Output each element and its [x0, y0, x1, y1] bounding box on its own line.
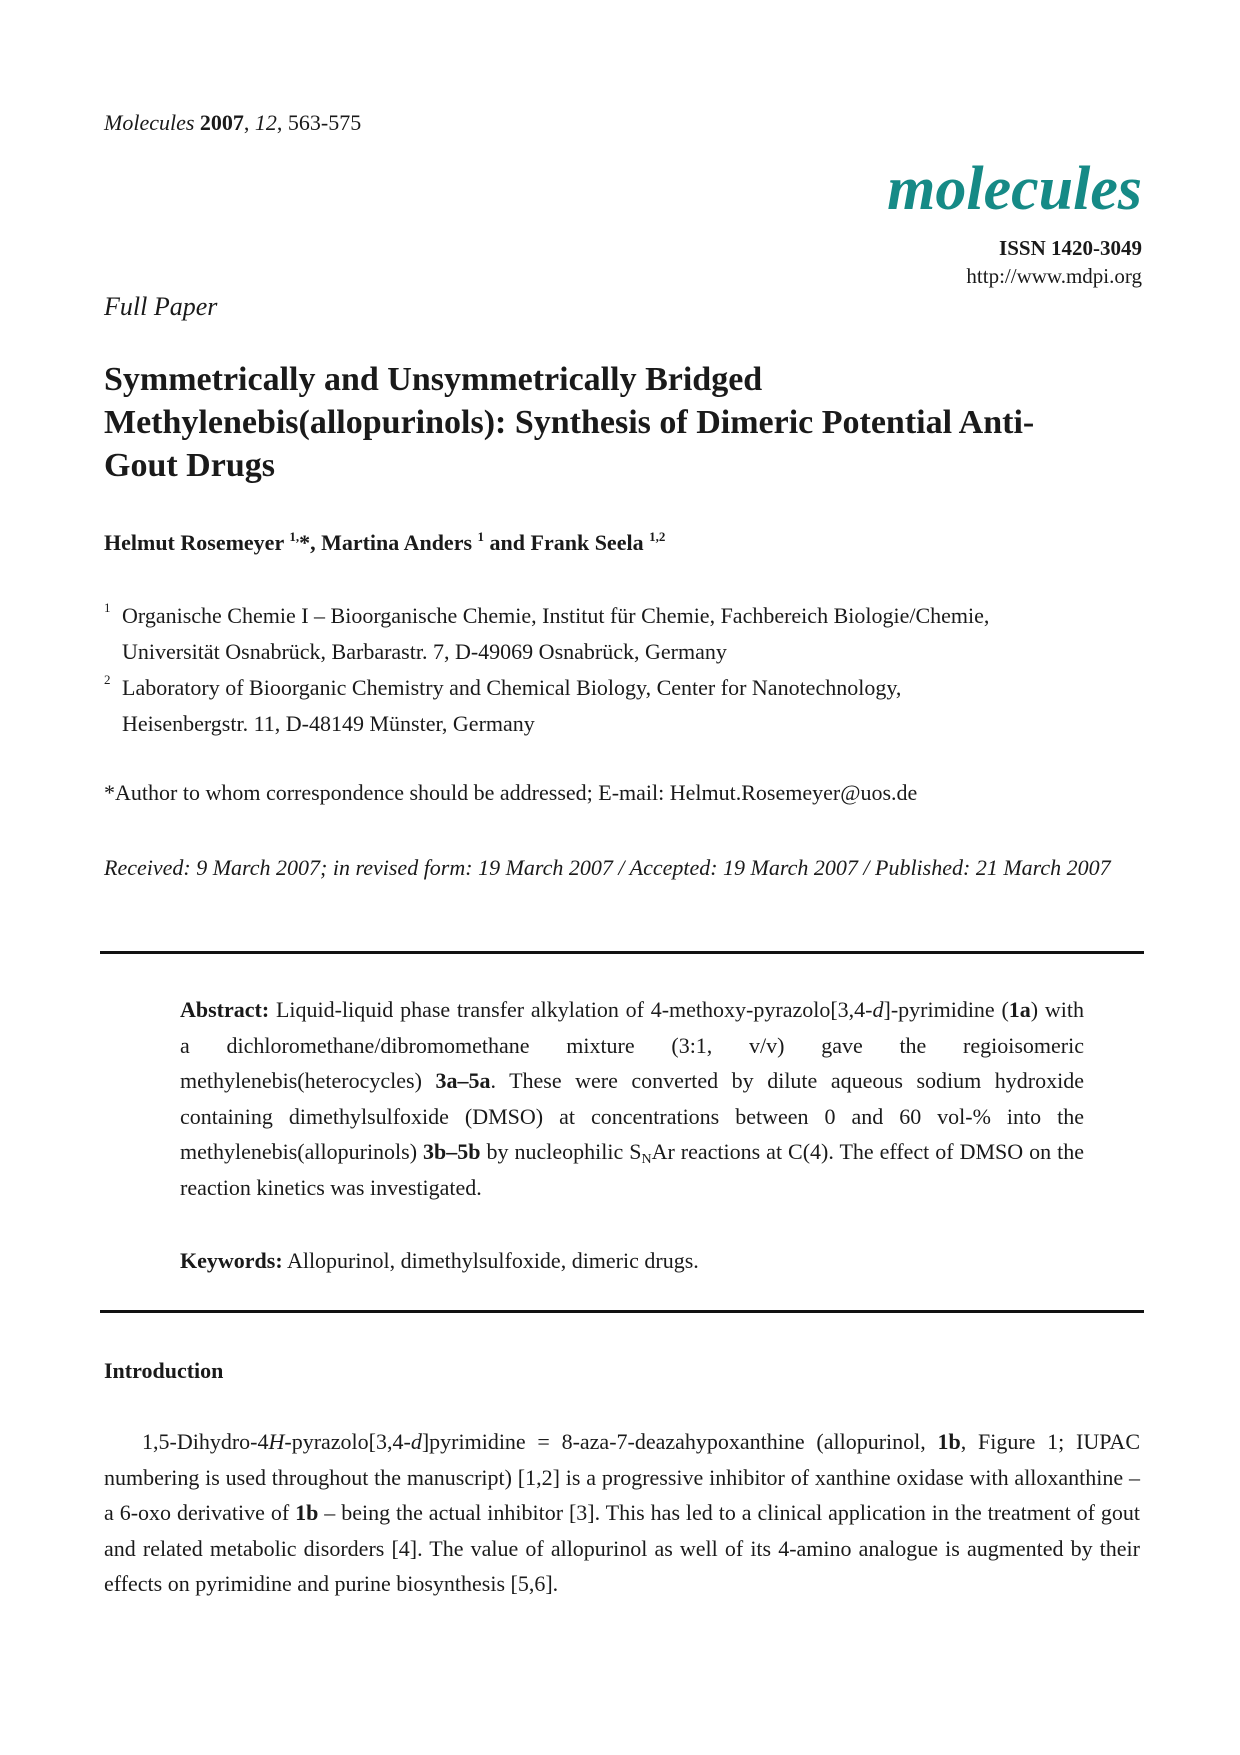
abstract-text: ) with a dichloromethane/dibromomethane mixture (3:1, v/v) gave the regioisomeric methylenebis(heterocycles): [180, 997, 1085, 1093]
affiliation-item: 1 Organische Chemie I – Bioorganische Chemie, Institut für Chemie, Fachbereich Biologie/Chemie, Universität Osnabrück, Barbarastr. 7, D-49069 Osnabrück, Germany: [104, 598, 1144, 670]
affiliation-line: Universität Osnabrück, Barbarastr. 7, D-49069 Osnabrück, Germany: [122, 639, 727, 664]
author-name: Helmut Rosemeyer: [104, 530, 284, 555]
subscript: N: [641, 1152, 652, 1167]
body-text: d: [410, 1429, 422, 1454]
journal-logo: molecules: [887, 155, 1142, 223]
keywords-text: Allopurinol, dimethylsulfoxide, dimeric drugs.: [282, 1248, 699, 1273]
compound-ref: 3b–5b: [423, 1139, 481, 1164]
author-affiliation: 1,2: [649, 529, 666, 544]
abstract-text: d: [872, 997, 884, 1022]
divider-top: [100, 951, 1144, 954]
abstract: [180, 992, 1084, 1205]
keywords: [180, 1248, 699, 1274]
author-name: Martina Anders: [321, 530, 473, 555]
compound-ref: 3a–5a: [435, 1068, 491, 1093]
journal-citation: Molecules 2007, 12, 563-575: [104, 110, 362, 135]
abstract-label: Abstract:: [180, 997, 270, 1022]
abstract-text: Ar reactions at C(4). The effect of DMSO on the reaction kinetics was investigated.: [180, 1139, 1084, 1200]
author-list: Helmut Rosemeyer $^{1,}$*, Martina Anders $^1$ and Frank Seela $^{1,2}$: [104, 529, 666, 555]
author-affiliation: 1: [477, 529, 485, 544]
abstract-text: . These were converted by dilute aqueous sodium hydroxide containing dimethylsulfoxide (DMSO) at concentrations between 0 and 60 vol-% into the methylenebis(allopurinols): [180, 1068, 1084, 1164]
correspondence-note: *Author to whom correspondence should be addressed; E-mail: Helmut.Rosemeyer@uos.de: [104, 780, 918, 805]
paper-type: Full Paper: [104, 292, 218, 321]
abstract-text: ]-pyrimidine (: [883, 997, 1009, 1022]
journal-year: 2007: [199, 110, 244, 135]
body-text: – being the actual inhibitor [3]. This has led to a clinical application in the treatment of gout and related metabolic disorders [4]. The value of allopurinol as well of its 4-amino analogue is augmented by their effects on pyrimidine and purine biosynthesis [5,6].: [104, 1500, 1141, 1596]
journal-url[interactable]: http://www.mdpi.org: [966, 264, 1142, 288]
affiliation-line: Heisenbergstr. 11, D-48149 Münster, Germany: [122, 711, 535, 736]
section-heading-introduction: Introduction: [104, 1358, 224, 1383]
affiliation-item: 2 Laboratory of Bioorganic Chemistry and Chemical Biology, Center for Nanotechnology, Heisenbergstr. 11, D-48149 Münster, Germany: [104, 670, 1144, 742]
body-text: ]pyrimidine = 8-aza-7-deazahypoxanthine (allopurinol,: [421, 1429, 938, 1454]
journal-volume: 12: [254, 110, 277, 135]
compound-ref: 1a: [1008, 997, 1031, 1022]
corresponding-mark: *: [299, 530, 311, 555]
publication-dates: Received: 9 March 2007; in revised form: 19 March 2007 / Accepted: 19 March 2007 / Published: 21 March 2007: [104, 855, 1111, 880]
journal-name: Molecules: [104, 110, 195, 135]
paper-title: Symmetrically and Unsymmetrically Bridged Methylenebis(allopurinols): Synthesis of Dimeric Potential Anti-Gout Drugs: [104, 361, 1035, 484]
journal-pages: 563-575: [287, 110, 362, 135]
affiliations: [104, 598, 1144, 742]
body-text: H: [268, 1429, 285, 1454]
body-text: 1,5-Dihydro-4: [142, 1429, 269, 1454]
affiliation-line: Laboratory of Bioorganic Chemistry and Chemical Biology, Center for Nanotechnology,: [122, 675, 902, 700]
issn: ISSN 1420-3049: [999, 236, 1142, 260]
body-text: -pyrazolo[3,4-: [284, 1429, 411, 1454]
introduction-paragraph: [104, 1424, 1140, 1602]
abstract-text: Liquid-liquid phase transfer alkylation of 4-methoxy-pyrazolo[3,4-: [275, 997, 873, 1022]
author-name: Frank Seela: [530, 530, 644, 555]
keywords-label: Keywords:: [180, 1248, 283, 1273]
compound-ref: 1b: [295, 1500, 319, 1525]
author-affiliation: 1,: [289, 529, 300, 544]
compound-ref: 1b: [937, 1429, 961, 1454]
divider-bottom: [100, 1310, 1144, 1313]
affiliation-line: Organische Chemie I – Bioorganische Chemie, Institut für Chemie, Fachbereich Biologie/Chemie,: [122, 603, 990, 628]
body-text: , Figure 1; IUPAC numbering is used throughout the manuscript) [1,2] is a progressive inhibitor of xanthine oxidase with alloxanthine – a 6-oxo derivative of: [104, 1429, 1140, 1525]
abstract-text: by nucleophilic S: [480, 1139, 642, 1164]
